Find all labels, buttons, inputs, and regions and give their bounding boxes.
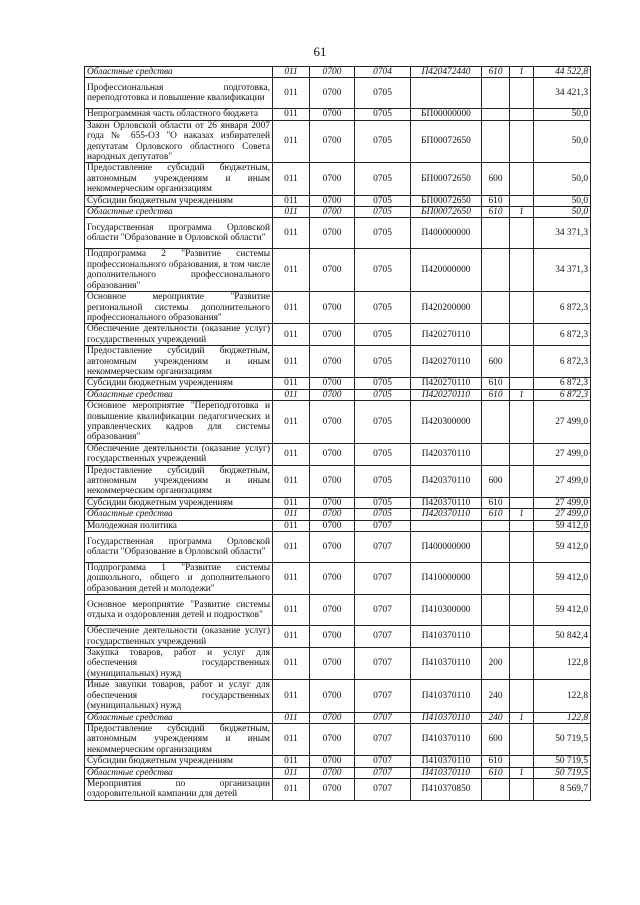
- row-target-code: [411, 78, 482, 109]
- row-amount: 27 499,0: [534, 401, 591, 444]
- row-expense-type: 610: [482, 497, 510, 508]
- row-target-code: П410370110: [411, 712, 482, 723]
- row-amount: 34 371,3: [534, 249, 591, 292]
- row-section: 0700: [310, 401, 355, 444]
- table-row: [85, 778, 591, 800]
- row-funding-source: 1: [510, 207, 534, 218]
- row-funding-source: [510, 680, 534, 712]
- row-subsection: 0705: [355, 195, 411, 206]
- budget-table: [84, 66, 591, 801]
- row-target-code: [411, 520, 482, 531]
- row-funding-source: [510, 324, 534, 346]
- row-subsection: 0707: [355, 520, 411, 531]
- table-row: [85, 767, 591, 778]
- row-admin-code: 011: [273, 378, 310, 389]
- row-section: 0700: [310, 78, 355, 109]
- row-admin-code: 011: [273, 292, 310, 324]
- row-admin-code: 011: [273, 324, 310, 346]
- row-amount: 122,8: [534, 648, 591, 680]
- row-amount: 50,0: [534, 109, 591, 120]
- row-amount: 50,0: [534, 207, 591, 218]
- row-target-code: П420000000: [411, 249, 482, 292]
- row-expense-type: [482, 443, 510, 465]
- row-amount: 50,0: [534, 163, 591, 195]
- row-section: 0700: [310, 509, 355, 520]
- row-section: 0700: [310, 680, 355, 712]
- row-funding-source: [510, 218, 534, 249]
- row-name: Иные закупки товаров, работ и услуг для обеспечения государственных (муниципальных) нужд: [85, 680, 273, 712]
- row-amount: 27 499,0: [534, 465, 591, 497]
- table-row: [85, 680, 591, 712]
- row-section: 0700: [310, 778, 355, 800]
- row-admin-code: 011: [273, 249, 310, 292]
- row-target-code: П420300000: [411, 401, 482, 444]
- row-admin-code: 011: [273, 680, 310, 712]
- row-funding-source: [510, 756, 534, 767]
- row-expense-type: 610: [482, 756, 510, 767]
- row-target-code: П420370110: [411, 509, 482, 520]
- row-admin-code: 011: [273, 401, 310, 444]
- row-amount: 6 872,3: [534, 378, 591, 389]
- row-admin-code: 011: [273, 648, 310, 680]
- row-admin-code: 011: [273, 563, 310, 595]
- row-target-code: П400000000: [411, 532, 482, 563]
- table-row: [85, 723, 591, 755]
- row-name: Молодежная политика: [85, 520, 273, 531]
- row-admin-code: 011: [273, 509, 310, 520]
- row-name: Подпрограмма 2 "Развитие системы профессионального образования, в том числе дополнительного профессионального образования": [85, 249, 273, 292]
- row-target-code: П410370110: [411, 648, 482, 680]
- row-subsection: 0707: [355, 767, 411, 778]
- row-name: Профессиональная подготовка, переподготовка и повышение квалификации: [85, 78, 273, 109]
- row-target-code: П420270110: [411, 378, 482, 389]
- table-row: [85, 324, 591, 346]
- row-subsection: 0705: [355, 401, 411, 444]
- row-section: 0700: [310, 324, 355, 346]
- row-expense-type: 610: [482, 195, 510, 206]
- row-target-code: П420472440: [411, 67, 482, 78]
- row-amount: 59 412,0: [534, 532, 591, 563]
- row-admin-code: 011: [273, 78, 310, 109]
- table-row: [85, 465, 591, 497]
- table-row: [85, 443, 591, 465]
- row-admin-code: 011: [273, 195, 310, 206]
- row-subsection: 0705: [355, 207, 411, 218]
- row-subsection: 0705: [355, 346, 411, 378]
- row-amount: 50,0: [534, 195, 591, 206]
- row-funding-source: [510, 378, 534, 389]
- row-section: 0700: [310, 109, 355, 120]
- row-expense-type: 200: [482, 648, 510, 680]
- row-expense-type: [482, 324, 510, 346]
- table-row: [85, 378, 591, 389]
- row-expense-type: 600: [482, 723, 510, 755]
- row-subsection: 0707: [355, 563, 411, 595]
- row-expense-type: 610: [482, 378, 510, 389]
- table-row: [85, 67, 591, 78]
- row-admin-code: 011: [273, 767, 310, 778]
- row-expense-type: [482, 292, 510, 324]
- row-name: Обеспечение деятельности (оказание услуг) государственных учреждений: [85, 324, 273, 346]
- table-row: [85, 120, 591, 163]
- row-admin-code: 011: [273, 120, 310, 163]
- table-row: [85, 497, 591, 508]
- row-subsection: 0705: [355, 163, 411, 195]
- row-section: 0700: [310, 648, 355, 680]
- row-admin-code: 011: [273, 67, 310, 78]
- row-section: 0700: [310, 767, 355, 778]
- row-admin-code: 011: [273, 109, 310, 120]
- row-admin-code: 011: [273, 520, 310, 531]
- row-funding-source: [510, 778, 534, 800]
- row-admin-code: 011: [273, 443, 310, 465]
- row-section: 0700: [310, 626, 355, 648]
- row-name: Субсидии бюджетным учреждениям: [85, 497, 273, 508]
- row-target-code: БП00000000: [411, 109, 482, 120]
- row-name: Мероприятия по организации оздоровительной кампании для детей: [85, 778, 273, 800]
- table-row: [85, 626, 591, 648]
- table-row: [85, 648, 591, 680]
- row-name: Областные средства: [85, 509, 273, 520]
- row-target-code: БП00072650: [411, 120, 482, 163]
- row-subsection: 0705: [355, 509, 411, 520]
- table-row: [85, 207, 591, 218]
- row-section: 0700: [310, 595, 355, 626]
- row-name: Областные средства: [85, 389, 273, 400]
- table-row: [85, 401, 591, 444]
- row-name: Основное мероприятие "Развитие региональной системы дополнительного профессионального образования": [85, 292, 273, 324]
- row-funding-source: 1: [510, 67, 534, 78]
- table-row: [85, 532, 591, 563]
- row-amount: 50 842,4: [534, 626, 591, 648]
- row-funding-source: [510, 626, 534, 648]
- row-amount: 122,8: [534, 680, 591, 712]
- row-amount: 50 719,5: [534, 723, 591, 755]
- row-name: Закупка товаров, работ и услуг для обеспечения государственных (муниципальных) нужд: [85, 648, 273, 680]
- row-expense-type: [482, 532, 510, 563]
- row-name: Субсидии бюджетным учреждениям: [85, 195, 273, 206]
- row-funding-source: 1: [510, 712, 534, 723]
- row-name: Обеспечение деятельности (оказание услуг) государственных учреждений: [85, 626, 273, 648]
- row-admin-code: 011: [273, 532, 310, 563]
- row-amount: 50 719,5: [534, 767, 591, 778]
- row-amount: 59 412,0: [534, 563, 591, 595]
- row-target-code: П410370850: [411, 778, 482, 800]
- table-row: [85, 249, 591, 292]
- row-section: 0700: [310, 120, 355, 163]
- row-section: 0700: [310, 378, 355, 389]
- row-name: Областные средства: [85, 767, 273, 778]
- row-subsection: 0705: [355, 497, 411, 508]
- row-expense-type: [482, 563, 510, 595]
- row-target-code: БП00072650: [411, 207, 482, 218]
- table-row: [85, 520, 591, 531]
- row-expense-type: [482, 595, 510, 626]
- row-name: Предоставление субсидий бюджетным, автономным учреждениям и иным некоммерческим организациям: [85, 723, 273, 755]
- row-funding-source: [510, 120, 534, 163]
- row-subsection: 0705: [355, 378, 411, 389]
- row-expense-type: 610: [482, 67, 510, 78]
- row-expense-type: [482, 249, 510, 292]
- row-funding-source: [510, 249, 534, 292]
- row-target-code: П420270110: [411, 389, 482, 400]
- row-subsection: 0707: [355, 595, 411, 626]
- row-amount: 34 371,3: [534, 218, 591, 249]
- row-funding-source: [510, 563, 534, 595]
- table-row: [85, 595, 591, 626]
- row-target-code: П420270110: [411, 346, 482, 378]
- row-funding-source: [510, 78, 534, 109]
- row-amount: 8 569,7: [534, 778, 591, 800]
- row-subsection: 0705: [355, 249, 411, 292]
- row-subsection: 0707: [355, 626, 411, 648]
- row-expense-type: [482, 626, 510, 648]
- row-funding-source: [510, 401, 534, 444]
- row-name: Подпрограмма 1 "Развитие системы дошкольного, общего и дополнительного образования детей и молодежи": [85, 563, 273, 595]
- row-subsection: 0705: [355, 389, 411, 400]
- row-funding-source: [510, 723, 534, 755]
- row-expense-type: 610: [482, 767, 510, 778]
- row-expense-type: 610: [482, 389, 510, 400]
- row-amount: 27 499,0: [534, 497, 591, 508]
- row-section: 0700: [310, 249, 355, 292]
- row-funding-source: [510, 109, 534, 120]
- row-funding-source: 1: [510, 767, 534, 778]
- row-section: 0700: [310, 723, 355, 755]
- row-target-code: П410300000: [411, 595, 482, 626]
- row-amount: 6 872,3: [534, 389, 591, 400]
- table-row: [85, 218, 591, 249]
- row-name: Государственная программа Орловской области "Образование в Орловской области": [85, 218, 273, 249]
- page-number: 61: [313, 44, 327, 59]
- row-target-code: П420370110: [411, 465, 482, 497]
- row-expense-type: 600: [482, 465, 510, 497]
- row-target-code: П420270110: [411, 324, 482, 346]
- row-admin-code: 011: [273, 778, 310, 800]
- row-section: 0700: [310, 389, 355, 400]
- row-amount: 27 499,0: [534, 509, 591, 520]
- table-row: [85, 712, 591, 723]
- row-subsection: 0705: [355, 292, 411, 324]
- row-target-code: П410000000: [411, 563, 482, 595]
- row-subsection: 0705: [355, 218, 411, 249]
- row-section: 0700: [310, 207, 355, 218]
- row-amount: 27 499,0: [534, 443, 591, 465]
- row-name: Предоставление субсидий бюджетным, автономным учреждениям и иным некоммерческим организациям: [85, 163, 273, 195]
- row-admin-code: 011: [273, 595, 310, 626]
- row-expense-type: [482, 778, 510, 800]
- row-admin-code: 011: [273, 465, 310, 497]
- row-funding-source: [510, 497, 534, 508]
- row-expense-type: 610: [482, 509, 510, 520]
- row-funding-source: 1: [510, 509, 534, 520]
- row-name: Основное мероприятие "Переподготовка и повышение квалификации педагогических и управленческих кадров для системы образования": [85, 401, 273, 444]
- row-admin-code: 011: [273, 497, 310, 508]
- row-expense-type: [482, 120, 510, 163]
- row-section: 0700: [310, 292, 355, 324]
- row-expense-type: [482, 109, 510, 120]
- row-admin-code: 011: [273, 712, 310, 723]
- row-admin-code: 011: [273, 218, 310, 249]
- row-amount: 122,8: [534, 712, 591, 723]
- row-section: 0700: [310, 756, 355, 767]
- row-admin-code: 011: [273, 389, 310, 400]
- row-section: 0700: [310, 563, 355, 595]
- row-subsection: 0705: [355, 78, 411, 109]
- table-row: [85, 563, 591, 595]
- row-section: 0700: [310, 163, 355, 195]
- table-row: [85, 756, 591, 767]
- row-subsection: 0705: [355, 324, 411, 346]
- row-target-code: П420200000: [411, 292, 482, 324]
- row-funding-source: [510, 595, 534, 626]
- row-section: 0700: [310, 465, 355, 497]
- row-target-code: БП00072650: [411, 195, 482, 206]
- row-funding-source: [510, 443, 534, 465]
- row-name: Непрограммная часть областного бюджета: [85, 109, 273, 120]
- row-subsection: 0707: [355, 648, 411, 680]
- row-name: Предоставление субсидий бюджетным, автономным учреждениям и иным некоммерческим организациям: [85, 465, 273, 497]
- row-subsection: 0707: [355, 680, 411, 712]
- row-section: 0700: [310, 218, 355, 249]
- row-expense-type: [482, 401, 510, 444]
- row-funding-source: [510, 195, 534, 206]
- row-expense-type: [482, 520, 510, 531]
- row-section: 0700: [310, 712, 355, 723]
- row-subsection: 0707: [355, 723, 411, 755]
- row-amount: 50,0: [534, 120, 591, 163]
- row-target-code: П420370110: [411, 497, 482, 508]
- row-funding-source: [510, 465, 534, 497]
- row-amount: 44 522,8: [534, 67, 591, 78]
- row-amount: 6 872,3: [534, 292, 591, 324]
- row-admin-code: 011: [273, 346, 310, 378]
- row-expense-type: 610: [482, 207, 510, 218]
- row-funding-source: [510, 648, 534, 680]
- row-name: Обеспечение деятельности (оказание услуг) государственных учреждений: [85, 443, 273, 465]
- table-row: [85, 346, 591, 378]
- row-funding-source: [510, 292, 534, 324]
- row-subsection: 0707: [355, 778, 411, 800]
- row-funding-source: [510, 346, 534, 378]
- row-admin-code: 011: [273, 756, 310, 767]
- row-subsection: 0704: [355, 67, 411, 78]
- row-name: Областные средства: [85, 207, 273, 218]
- row-target-code: П410370110: [411, 756, 482, 767]
- row-funding-source: 1: [510, 389, 534, 400]
- table-row: [85, 292, 591, 324]
- row-name: Субсидии бюджетным учреждениям: [85, 756, 273, 767]
- row-subsection: 0705: [355, 120, 411, 163]
- row-subsection: 0707: [355, 532, 411, 563]
- table-row: [85, 78, 591, 109]
- row-name: Закон Орловской области от 26 января 2007 года № 655-ОЗ "О наказах избирателей депутатам Орловского областного Совета народных депутатов": [85, 120, 273, 163]
- table-row: [85, 389, 591, 400]
- table-row: [85, 509, 591, 520]
- row-funding-source: [510, 163, 534, 195]
- row-expense-type: 240: [482, 712, 510, 723]
- row-section: 0700: [310, 443, 355, 465]
- row-section: 0700: [310, 346, 355, 378]
- row-subsection: 0705: [355, 109, 411, 120]
- row-expense-type: [482, 78, 510, 109]
- row-expense-type: 600: [482, 346, 510, 378]
- row-section: 0700: [310, 532, 355, 563]
- row-amount: 50 719,5: [534, 756, 591, 767]
- row-subsection: 0705: [355, 465, 411, 497]
- row-amount: 59 412,0: [534, 595, 591, 626]
- row-subsection: 0707: [355, 756, 411, 767]
- row-target-code: П410370110: [411, 626, 482, 648]
- row-target-code: П410370110: [411, 680, 482, 712]
- row-target-code: П420370110: [411, 443, 482, 465]
- row-name: Государственная программа Орловской области "Образование в Орловской области": [85, 532, 273, 563]
- row-funding-source: [510, 520, 534, 531]
- row-admin-code: 011: [273, 626, 310, 648]
- row-subsection: 0705: [355, 443, 411, 465]
- row-funding-source: [510, 532, 534, 563]
- row-section: 0700: [310, 67, 355, 78]
- row-target-code: П410370110: [411, 767, 482, 778]
- table-body: [85, 67, 591, 801]
- row-target-code: П400000000: [411, 218, 482, 249]
- row-amount: 6 872,3: [534, 346, 591, 378]
- row-section: 0700: [310, 195, 355, 206]
- row-name: Основное мероприятие "Развитие системы отдыха и оздоровления детей и подростков": [85, 595, 273, 626]
- row-name: Предоставление субсидий бюджетным, автономным учреждениям и иным некоммерческим организациям: [85, 346, 273, 378]
- row-section: 0700: [310, 520, 355, 531]
- row-admin-code: 011: [273, 163, 310, 195]
- row-expense-type: 240: [482, 680, 510, 712]
- row-admin-code: 011: [273, 207, 310, 218]
- row-amount: 59 412,0: [534, 520, 591, 531]
- row-target-code: П410370110: [411, 723, 482, 755]
- table-row: [85, 163, 591, 195]
- row-target-code: БП00072650: [411, 163, 482, 195]
- row-amount: 34 421,3: [534, 78, 591, 109]
- row-amount: 6 872,3: [534, 324, 591, 346]
- row-name: Областные средства: [85, 67, 273, 78]
- row-subsection: 0707: [355, 712, 411, 723]
- row-admin-code: 011: [273, 723, 310, 755]
- row-expense-type: [482, 218, 510, 249]
- table-row: [85, 109, 591, 120]
- row-name: Областные средства: [85, 712, 273, 723]
- row-expense-type: 600: [482, 163, 510, 195]
- row-name: Субсидии бюджетным учреждениям: [85, 378, 273, 389]
- table-row: [85, 195, 591, 206]
- row-section: 0700: [310, 497, 355, 508]
